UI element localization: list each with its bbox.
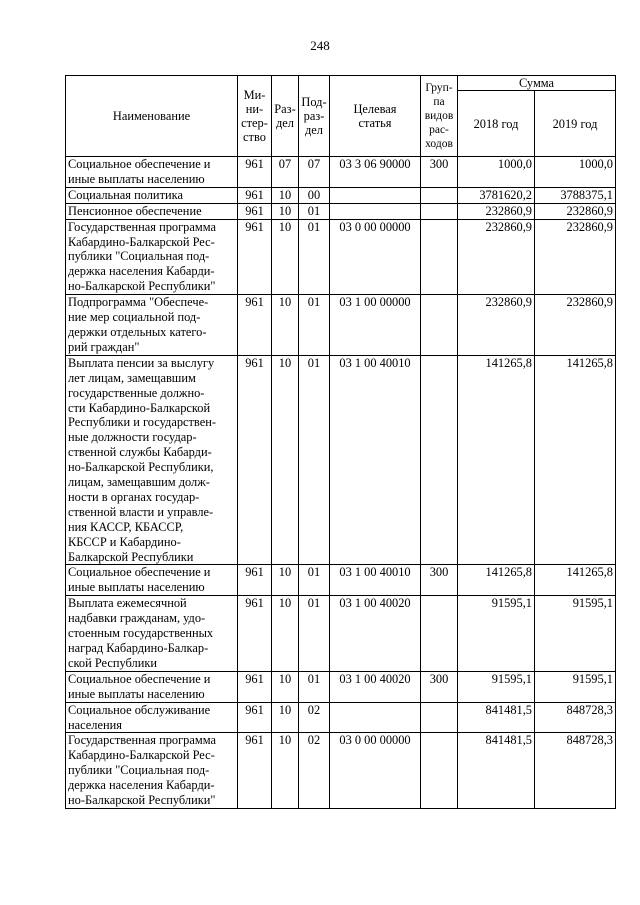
cell-2019: 848728,3 bbox=[535, 702, 616, 733]
table-row bbox=[66, 355, 616, 565]
cell-subsection: 01 bbox=[299, 596, 330, 672]
cell-section: 10 bbox=[272, 295, 299, 356]
table-row bbox=[66, 671, 616, 702]
cell-2018: 232860,9 bbox=[458, 295, 535, 356]
cell-target: 03 0 00 00000 bbox=[330, 219, 421, 295]
cell-ministry: 961 bbox=[238, 157, 272, 188]
header-year-2019: 2019 год bbox=[535, 91, 616, 157]
cell-subsection: 02 bbox=[299, 733, 330, 809]
cell-section: 10 bbox=[272, 565, 299, 596]
cell-2018: 232860,9 bbox=[458, 219, 535, 295]
cell-ministry: 961 bbox=[238, 596, 272, 672]
cell-name: Социальное обеспечение и иные выплаты населению bbox=[66, 565, 238, 596]
cell-subsection: 01 bbox=[299, 565, 330, 596]
cell-2018: 841481,5 bbox=[458, 702, 535, 733]
cell-name: Государственная программа Кабардино-Балкарской Рес- публики "Социальная под- держка населения Кабарди- но-Балкарской Республики" bbox=[66, 219, 238, 295]
cell-2019: 141265,8 bbox=[535, 355, 616, 565]
cell-2019: 848728,3 bbox=[535, 733, 616, 809]
cell-expense-group bbox=[421, 733, 458, 809]
cell-2019: 3788375,1 bbox=[535, 187, 616, 203]
cell-name: Социальная политика bbox=[66, 187, 238, 203]
table-row bbox=[66, 203, 616, 219]
cell-section: 10 bbox=[272, 702, 299, 733]
table-row bbox=[66, 219, 616, 295]
header-ministry: Ми- ни- стер- ство bbox=[238, 76, 272, 157]
cell-target: 03 1 00 00000 bbox=[330, 295, 421, 356]
cell-subsection: 01 bbox=[299, 203, 330, 219]
cell-target: 03 1 00 40010 bbox=[330, 355, 421, 565]
table-body bbox=[66, 157, 616, 809]
cell-target: 03 3 06 90000 bbox=[330, 157, 421, 188]
cell-ministry: 961 bbox=[238, 565, 272, 596]
cell-target: 03 1 00 40010 bbox=[330, 565, 421, 596]
header-name: Наименование bbox=[66, 76, 238, 157]
page-number: 248 bbox=[310, 38, 330, 53]
cell-subsection: 02 bbox=[299, 702, 330, 733]
cell-2018: 1000,0 bbox=[458, 157, 535, 188]
cell-name: Выплата пенсии за выслугу лет лицам, замещавшим государственные должно- сти Кабардино-Балкарской Республики и государствен- ные должности государ- ственной службы Кабарди- но-Балкарской Республики, лицам, замещавшим долж- ности в органах государ- ственной власти и управле- ния КАССР, КБАССР, КБССР и Кабардино- Балкарской Республики bbox=[66, 355, 238, 565]
cell-subsection: 01 bbox=[299, 355, 330, 565]
cell-2018: 91595,1 bbox=[458, 671, 535, 702]
cell-target bbox=[330, 187, 421, 203]
cell-2019: 91595,1 bbox=[535, 596, 616, 672]
header-expense-group: Груп- па видов рас- ходов bbox=[421, 76, 458, 157]
cell-subsection: 01 bbox=[299, 295, 330, 356]
cell-2019: 1000,0 bbox=[535, 157, 616, 188]
cell-2019: 141265,8 bbox=[535, 565, 616, 596]
table-row bbox=[66, 157, 616, 188]
cell-2019: 91595,1 bbox=[535, 671, 616, 702]
cell-ministry: 961 bbox=[238, 295, 272, 356]
cell-2018: 141265,8 bbox=[458, 355, 535, 565]
cell-section: 10 bbox=[272, 187, 299, 203]
cell-ministry: 961 bbox=[238, 203, 272, 219]
cell-name: Социальное обеспечение и иные выплаты населению bbox=[66, 157, 238, 188]
cell-section: 10 bbox=[272, 733, 299, 809]
table-row bbox=[66, 702, 616, 733]
cell-ministry: 961 bbox=[238, 355, 272, 565]
cell-target bbox=[330, 702, 421, 733]
cell-section: 10 bbox=[272, 355, 299, 565]
cell-target: 03 1 00 40020 bbox=[330, 596, 421, 672]
cell-subsection: 00 bbox=[299, 187, 330, 203]
header-subsection: Под- раз- дел bbox=[299, 76, 330, 157]
cell-subsection: 01 bbox=[299, 219, 330, 295]
cell-expense-group: 300 bbox=[421, 565, 458, 596]
table-row bbox=[66, 733, 616, 809]
cell-section: 10 bbox=[272, 219, 299, 295]
cell-expense-group bbox=[421, 596, 458, 672]
header-year-2018: 2018 год bbox=[458, 91, 535, 157]
cell-expense-group bbox=[421, 355, 458, 565]
table-row bbox=[66, 187, 616, 203]
cell-target: 03 0 00 00000 bbox=[330, 733, 421, 809]
cell-2019: 232860,9 bbox=[535, 203, 616, 219]
cell-section: 10 bbox=[272, 203, 299, 219]
cell-2018: 141265,8 bbox=[458, 565, 535, 596]
cell-target: 03 1 00 40020 bbox=[330, 671, 421, 702]
cell-name: Выплата ежемесячной надбавки гражданам, удо- стоенным государственных наград Кабардино-Балкар- ской Республики bbox=[66, 596, 238, 672]
cell-ministry: 961 bbox=[238, 671, 272, 702]
cell-expense-group bbox=[421, 295, 458, 356]
cell-expense-group: 300 bbox=[421, 671, 458, 702]
cell-section: 10 bbox=[272, 671, 299, 702]
cell-expense-group: 300 bbox=[421, 157, 458, 188]
cell-section: 10 bbox=[272, 596, 299, 672]
cell-2019: 232860,9 bbox=[535, 219, 616, 295]
cell-2018: 91595,1 bbox=[458, 596, 535, 672]
cell-ministry: 961 bbox=[238, 733, 272, 809]
cell-2018: 841481,5 bbox=[458, 733, 535, 809]
cell-ministry: 961 bbox=[238, 187, 272, 203]
cell-expense-group bbox=[421, 203, 458, 219]
cell-2018: 3781620,2 bbox=[458, 187, 535, 203]
cell-ministry: 961 bbox=[238, 702, 272, 733]
cell-subsection: 07 bbox=[299, 157, 330, 188]
cell-2019: 232860,9 bbox=[535, 295, 616, 356]
cell-ministry: 961 bbox=[238, 219, 272, 295]
cell-name: Государственная программа Кабардино-Балкарской Рес- публики "Социальная под- держка населения Кабарди- но-Балкарской Республики" bbox=[66, 733, 238, 809]
cell-expense-group bbox=[421, 187, 458, 203]
header-sum: Сумма bbox=[458, 76, 616, 91]
cell-name: Социальное обеспечение и иные выплаты населению bbox=[66, 671, 238, 702]
cell-target bbox=[330, 203, 421, 219]
table-row bbox=[66, 565, 616, 596]
table-row bbox=[66, 295, 616, 356]
header-target: Целевая статья bbox=[330, 76, 421, 157]
cell-subsection: 01 bbox=[299, 671, 330, 702]
cell-name: Социальное обслуживание населения bbox=[66, 702, 238, 733]
cell-name: Пенсионное обеспечение bbox=[66, 203, 238, 219]
cell-expense-group bbox=[421, 702, 458, 733]
budget-table bbox=[65, 75, 616, 809]
cell-expense-group bbox=[421, 219, 458, 295]
cell-name: Подпрограмма "Обеспече- ние мер социальной под- держки отдельных катего- рий граждан" bbox=[66, 295, 238, 356]
cell-2018: 232860,9 bbox=[458, 203, 535, 219]
cell-section: 07 bbox=[272, 157, 299, 188]
header-section: Раз- дел bbox=[272, 76, 299, 157]
table-row bbox=[66, 596, 616, 672]
